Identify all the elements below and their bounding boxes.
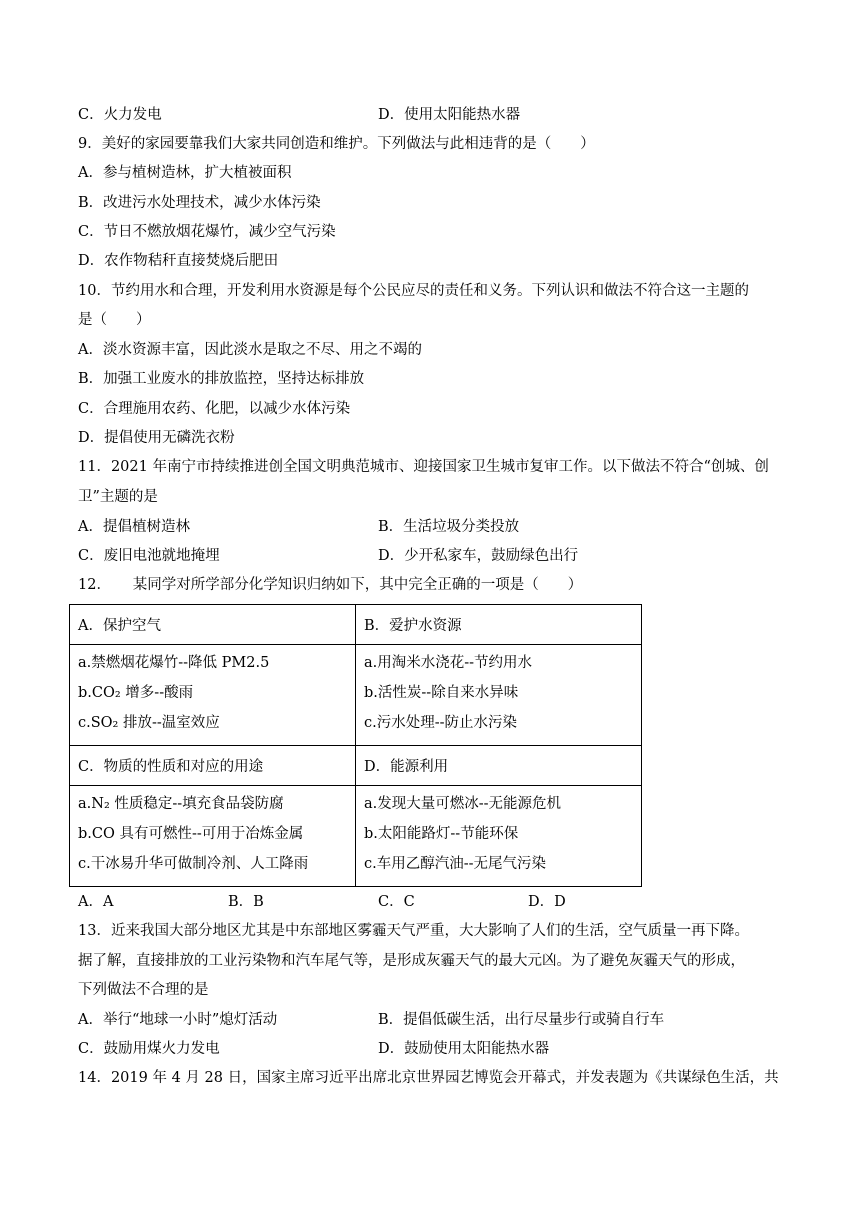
q12-option-c: C．C	[378, 894, 415, 910]
q11-stem-line-1: 11．2021 年南宁市持续推进创全国文明典范城市、迎接国家卫生城市复审工作。以下做法不符合“创城、创	[78, 459, 769, 475]
q10-option-d: D．提倡使用无磷洗衣粉	[78, 430, 235, 446]
q12-option-b: B．B	[228, 894, 264, 910]
q10-stem-line-1: 10．节约用水和合理，开发利用水资源是每个公民应尽的责任和义务。下列认识和做法不符合这一主题的	[78, 283, 749, 299]
table-b-item: a.用淘米水浇花--节约用水	[364, 655, 533, 671]
table-c-item: c.干冰易升华可做制冷剂、人工降雨	[78, 856, 309, 872]
q11-option-c: C．废旧电池就地掩埋	[78, 548, 220, 564]
table-c-item: a.N₂ 性质稳定--填充食品袋防腐	[78, 796, 284, 812]
q8-option-c: C．火力发电	[78, 107, 162, 123]
table-d-item: c.车用乙醇汽油--无尾气污染	[364, 856, 547, 872]
q12-stem: 12． 某同学对所学部分化学知识归纳如下，其中完全正确的一项是（ ）	[78, 577, 583, 593]
table-b-item: b.活性炭--除自来水异味	[364, 685, 519, 701]
q10-option-c: C．合理施用农药、化肥，以减少水体污染	[78, 401, 351, 417]
table-head-d: D．能源利用	[356, 746, 642, 786]
q10-option-a: A．淡水资源丰富，因此淡水是取之不尽、用之不竭的	[78, 342, 422, 358]
table-c-item: b.CO 具有可燃性--可用于冶炼金属	[78, 826, 304, 842]
table-d-item: b.太阳能路灯--节能环保	[364, 826, 519, 842]
q9-stem: 9．美好的家园要靠我们大家共同创造和维护。下列做法与此相违背的是（ ）	[78, 136, 595, 152]
q13-stem-line-3: 下列做法不合理的是	[78, 982, 209, 998]
q14-stem-line-1: 14．2019 年 4 月 28 日，国家主席习近平出席北京世界园艺博览会开幕式，并发表题为《共谋绿色生活，共	[78, 1070, 779, 1086]
q13-stem-line-2: 据了解，直接排放的工业污染物和汽车尾气等，是形成灰霾天气的最大元凶。为了避免灰霾天气的形成，	[78, 953, 745, 969]
table-a-item: a.禁燃烟花爆竹--降低 PM2.5	[78, 655, 270, 671]
q8-option-d: D．使用太阳能热水器	[378, 107, 521, 123]
table-cell-a	[70, 645, 356, 746]
table-b-item: c.污水处理--防止水污染	[364, 715, 518, 731]
table-cell-c	[70, 786, 356, 887]
q9-option-d: D．农作物秸秆直接焚烧后肥田	[78, 253, 279, 269]
q13-option-b: B．提倡低碳生活，出行尽量步行或骑自行车	[378, 1012, 665, 1028]
q10-option-b: B．加强工业废水的排放监控，坚持达标排放	[78, 371, 365, 387]
q13-option-a: A．举行“地球一小时”熄灯活动	[78, 1012, 278, 1028]
q9-option-b: B．改进污水处理技术，减少水体污染	[78, 195, 321, 211]
table-a-item: b.CO₂ 增多--酸雨	[78, 685, 194, 701]
q13-stem-line-1: 13．近来我国大部分地区尤其是中东部地区雾霾天气严重，大大影响了人们的生活，空气质量一再下降。	[78, 923, 749, 939]
table-head-c: C．物质的性质和对应的用途	[70, 746, 356, 786]
table-head-b: B．爱护水资源	[356, 605, 642, 645]
q9-option-a: A．参与植树造林，扩大植被面积	[78, 165, 292, 181]
q13-option-c: C．鼓励用煤火力发电	[78, 1041, 220, 1057]
q11-option-a: A．提倡植树造林	[78, 519, 190, 535]
q12-option-d: D．D	[528, 894, 566, 910]
table-head-a: A．保护空气	[70, 605, 356, 645]
q11-option-b: B．生活垃圾分类投放	[378, 519, 520, 535]
table-cell-d	[356, 786, 642, 887]
q12-knowledge-table	[69, 604, 642, 887]
q11-stem-line-2: 卫”主题的是	[78, 489, 158, 505]
table-a-item: c.SO₂ 排放--温室效应	[78, 715, 220, 731]
table-cell-b	[356, 645, 642, 746]
q11-option-d: D．少开私家车，鼓励绿色出行	[378, 548, 579, 564]
q10-stem-line-2: 是（ ）	[78, 312, 151, 328]
q9-option-c: C．节日不燃放烟花爆竹，减少空气污染	[78, 224, 336, 240]
q13-option-d: D．鼓励使用太阳能热水器	[378, 1041, 550, 1057]
q12-option-a: A．A	[78, 894, 114, 910]
table-d-item: a.发现大量可燃冰--无能源危机	[364, 796, 562, 812]
